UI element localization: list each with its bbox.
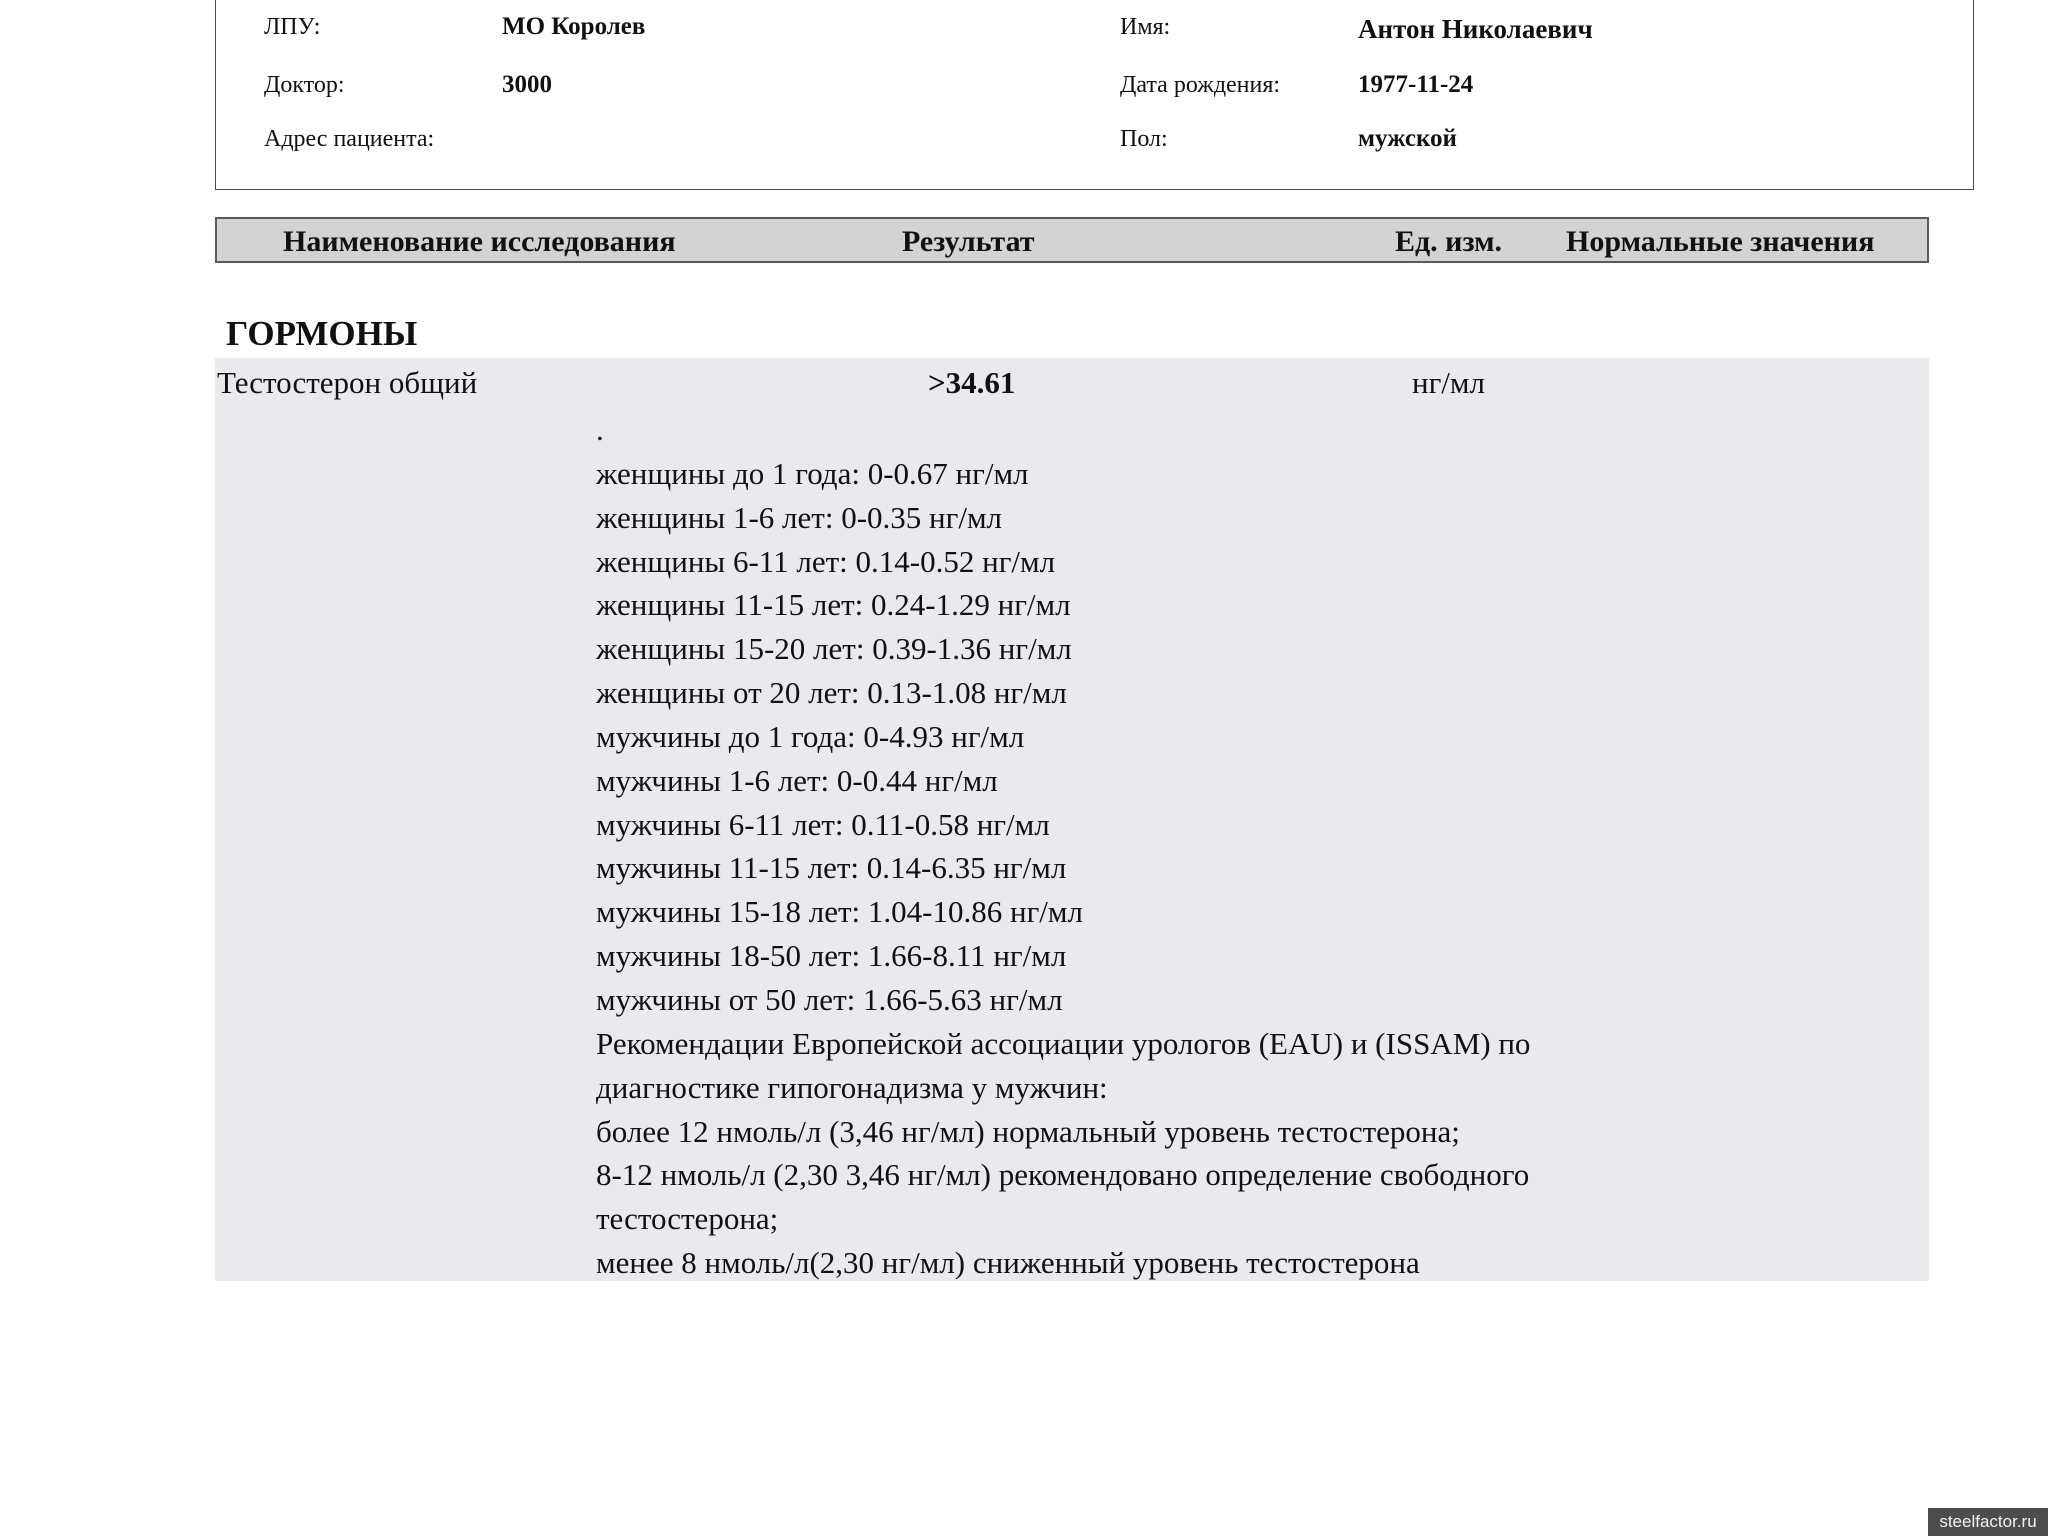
reference-line: женщины до 1 года: 0-0.67 нг/мл (596, 455, 1029, 491)
test-result-row (215, 358, 1929, 1281)
column-unit: Ед. изм. (1395, 225, 1503, 258)
reference-line: тестостерона; (596, 1201, 779, 1237)
sex-value: мужской (1358, 125, 1457, 152)
name-label: Имя: (1120, 14, 1171, 40)
reference-line: мужчины 11-15 лет: 0.14-6.35 нг/мл (596, 850, 1067, 886)
reference-values (596, 408, 1530, 1285)
reference-line: мужчины от 50 лет: 1.66-5.63 нг/мл (596, 981, 1063, 1017)
patient-info-box (215, 0, 1974, 190)
results-table-header (215, 217, 1929, 263)
reference-line: женщины 11-15 лет: 0.24-1.29 нг/мл (596, 587, 1071, 623)
reference-line: 8-12 нмоль/л (2,30 3,46 нг/мл) рекомендовано определение свободного (596, 1157, 1530, 1193)
reference-line: мужчины 18-50 лет: 1.66-8.11 нг/мл (596, 938, 1067, 974)
reference-line: диагностике гипогонадизма у мужчин: (596, 1069, 1108, 1105)
doctor-label: Доктор: (264, 72, 345, 98)
address-label: Адрес пациента: (264, 126, 435, 152)
reference-line: менее 8 нмоль/л(2,30 нг/мл) сниженный уровень тестостерона (596, 1245, 1420, 1281)
reference-line: мужчины до 1 года: 0-4.93 нг/мл (596, 718, 1025, 754)
sex-label: Пол: (1120, 126, 1168, 152)
test-name: Тестостерон общий (217, 365, 478, 400)
reference-line: . (596, 412, 604, 447)
test-result-value: >34.61 (928, 365, 1016, 400)
column-result: Результат (902, 225, 1035, 258)
column-study-name: Наименование исследования (283, 225, 676, 258)
watermark: steelfactor.ru (1928, 1508, 2048, 1536)
reference-line: мужчины 6-11 лет: 0.11-0.58 нг/мл (596, 806, 1050, 842)
lpu-label: ЛПУ: (264, 14, 321, 40)
column-normal-values: Нормальные значения (1566, 225, 1875, 258)
reference-line: женщины 6-11 лет: 0.14-0.52 нг/мл (596, 543, 1056, 579)
section-title: ГОРМОНЫ (226, 314, 418, 353)
reference-line: женщины 15-20 лет: 0.39-1.36 нг/мл (596, 631, 1072, 667)
reference-line: мужчины 15-18 лет: 1.04-10.86 нг/мл (596, 894, 1083, 930)
test-unit: нг/мл (1412, 365, 1486, 400)
birth-date-value: 1977-11-24 (1358, 71, 1474, 98)
reference-line: женщины 1-6 лет: 0-0.35 нг/мл (596, 499, 1003, 535)
reference-line: женщины от 20 лет: 0.13-1.08 нг/мл (596, 675, 1067, 711)
doctor-value: 3000 (502, 71, 552, 98)
reference-line: более 12 нмоль/л (3,46 нг/мл) нормальный уровень тестостерона; (596, 1113, 1460, 1149)
lpu-value: МО Королев (502, 13, 646, 40)
reference-line: мужчины 1-6 лет: 0-0.44 нг/мл (596, 762, 998, 798)
birth-date-label: Дата рождения: (1120, 72, 1281, 98)
name-value: Антон Николаевич (1358, 14, 1593, 44)
reference-line: Рекомендации Европейской ассоциации урологов (EAU) и (ISSAM) по (596, 1025, 1531, 1061)
